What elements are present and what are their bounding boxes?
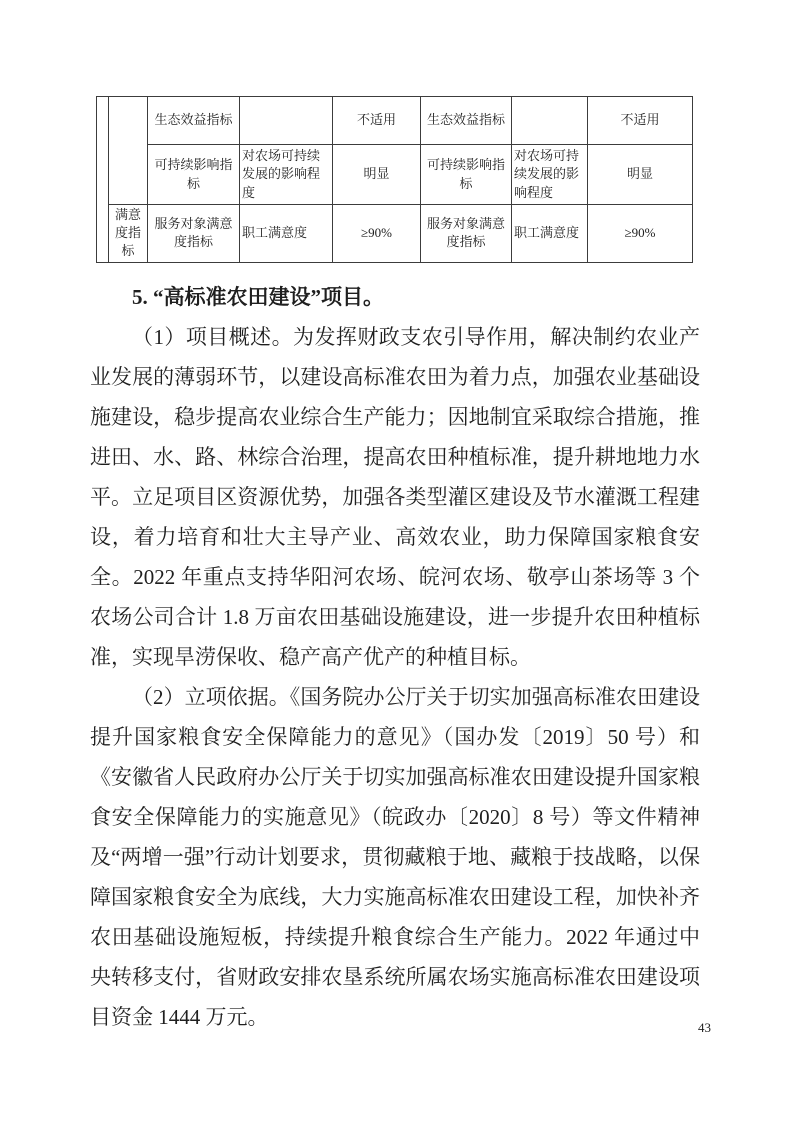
table-cell-value: 明显: [588, 145, 693, 205]
table-cell-indicator: 可持续影响指标: [421, 145, 512, 205]
paragraph-project-basis: （2）立项依据。《国务院办公厅关于切实加强高标准农田建设提升国家粮食安全保障能力的意见》（国办发〔2019〕50 号）和《安徽省人民政府办公厅关于切实加强高标准农田建设提升国家粮食安全保障能力的实施意见》（皖政办〔2020〕8 号）等文件精神及“两增一强”行动计划要求，贯彻藏粮于地、藏粮于技战略，以保障国家粮食安全为底线，大力实施高标准农田建设工程，加快补齐农田基础设施短板，持续提升粮食综合生产能力。2022 年通过中央转移支付，省财政安排农垦系统所属农场实施高标准农田建设项目资金 1444 万元。: [90, 684, 700, 1029]
table-cell-detail: 对农场可持续发展的影响程度: [512, 145, 588, 205]
table-cell-spanner-left: [97, 97, 109, 263]
performance-indicator-table: [96, 96, 693, 263]
section-heading: 5. “高标准农田建设”项目。: [132, 284, 384, 309]
table-cell-indicator: 可持续影响指标: [148, 145, 240, 205]
table-cell-value: ≥90%: [588, 205, 693, 263]
table-row: [97, 97, 693, 145]
table-cell-indicator: 服务对象满意度指标: [148, 205, 240, 263]
table-cell-detail: [240, 97, 333, 145]
table-cell-value: 不适用: [588, 97, 693, 145]
table-cell-group-empty: [109, 97, 148, 205]
table-cell-value: ≥90%: [333, 205, 421, 263]
table-cell-group-label: 满意度指标: [109, 205, 148, 263]
table-cell-indicator: 服务对象满意度指标: [421, 205, 512, 263]
table-cell-detail: 对农场可持续发展的影响程度: [240, 145, 333, 205]
paragraph-project-overview: （1）项目概述。为发挥财政支农引导作用，解决制约农业产业发展的薄弱环节，以建设高标准农田为着力点，加强农业基础设施建设，稳步提高农业综合生产能力；因地制宜采取综合措施，推进田、水、路、林综合治理，提高农田种植标准，提升耕地地力水平。立足项目区资源优势，加强各类型灌区建设及节水灌溉工程建设，着力培育和壮大主导产业、高效农业，助力保障国家粮食安全。2022 年重点支持华阳河农场、皖河农场、敬亭山茶场等 3 个农场公司合计 1.8 万亩农田基础设施建设，进一步提升农田种植标准，实现旱涝保收、稳产高产优产的种植目标。: [90, 324, 700, 669]
table-cell-value: 不适用: [333, 97, 421, 145]
table-cell-indicator: 生态效益指标: [421, 97, 512, 145]
table-row: [97, 145, 693, 205]
table-cell-detail: [512, 97, 588, 145]
table-cell-indicator: 生态效益指标: [148, 97, 240, 145]
page-number: 43: [698, 1020, 711, 1035]
body-text-block: [90, 277, 700, 1037]
table-cell-value: 明显: [333, 145, 421, 205]
table-cell-detail: 职工满意度: [512, 205, 588, 263]
table-row: [97, 205, 693, 263]
table-cell-detail: 职工满意度: [240, 205, 333, 263]
